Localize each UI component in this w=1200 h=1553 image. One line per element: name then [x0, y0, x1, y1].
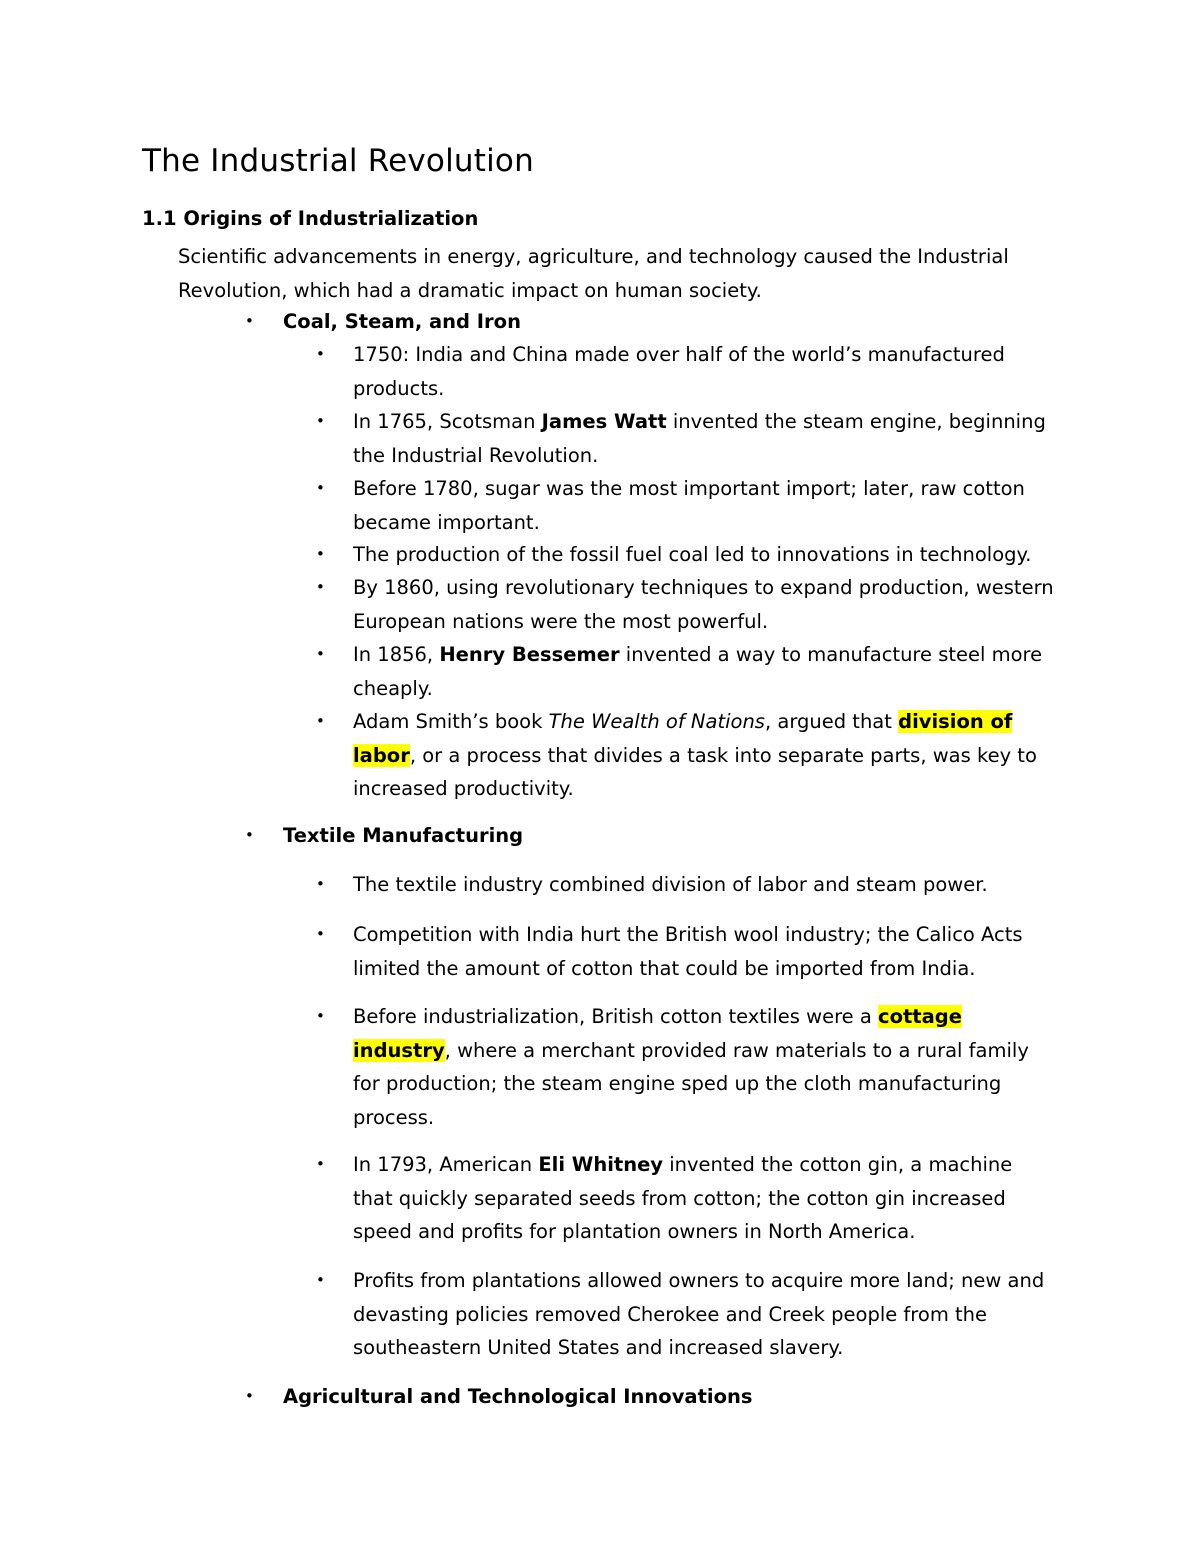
bullet-glyph: •: [245, 1387, 254, 1405]
bullet-glyph: •: [245, 826, 254, 844]
list-item: [353, 638, 1058, 705]
topic-heading-agricultural: Agricultural and Technological Innovations: [283, 1385, 753, 1408]
list-item: [353, 705, 1058, 806]
book-title: The Wealth of Nations: [548, 710, 765, 733]
item-text: , where a merchant provided raw materials to a rural family for production; the steam engine sped up the cloth manufacturing process.: [353, 1038, 1029, 1129]
item-text: invented the cotton gin, a machine that quickly separated seeds from cotton; the cotton gin increased speed and profits for plantation owners in North America.: [353, 1153, 1013, 1243]
item-text: Before 1780, sugar was the most important import; later, raw cotton became important.: [353, 477, 1025, 534]
highlighted-term: cottage industry: [353, 1005, 962, 1062]
bullet-glyph: •: [316, 1007, 325, 1025]
document-title: The Industrial Revolution: [142, 143, 534, 179]
key-person: Henry Bessemer: [439, 643, 620, 666]
bullet-glyph: •: [316, 1271, 325, 1289]
item-text: 1750: India and China made over half of the world’s manufactured products.: [353, 343, 1005, 400]
bullet-glyph: •: [316, 345, 325, 363]
item-text: invented the steam engine, beginning the Industrial Revolution.: [353, 410, 1046, 467]
topic-heading-textile: Textile Manufacturing: [283, 824, 524, 847]
bullet-glyph: •: [316, 925, 325, 943]
list-item: [353, 1148, 1058, 1249]
bullet-glyph: •: [316, 645, 325, 663]
bullet-glyph: •: [316, 875, 325, 893]
list-item: [353, 538, 1058, 572]
item-text: Competition with India hurt the British wool industry; the Calico Acts limited the amount of cotton that could be imported from India.: [353, 923, 1023, 980]
item-text: The production of the fossil fuel coal led to innovations in technology.: [353, 543, 1032, 566]
item-text: In 1793, American: [353, 1153, 539, 1176]
section-heading: 1.1 Origins of Industrialization: [142, 207, 479, 230]
key-person: Eli Whitney: [538, 1153, 664, 1176]
item-text: In 1856,: [353, 643, 440, 666]
list-item: [353, 571, 1058, 638]
list-item: [353, 1000, 1058, 1134]
key-person: James Watt: [541, 410, 667, 433]
bullet-glyph: •: [316, 412, 325, 430]
bullet-glyph: •: [316, 545, 325, 563]
list-item: [353, 1264, 1058, 1365]
bullet-glyph: •: [245, 312, 254, 330]
list-item: [353, 918, 1058, 985]
list-item: [353, 405, 1058, 472]
item-text: , argued that: [764, 710, 899, 733]
item-text: The textile industry combined division of labor and steam power.: [353, 873, 988, 896]
item-text: , or a process that divides a task into separate parts, was key to increased productivity.: [353, 743, 1037, 800]
item-text: Adam Smith’s book: [353, 710, 549, 733]
item-text: By 1860, using revolutionary techniques to expand production, western European nations were the most powerful.: [353, 576, 1054, 633]
list-item: [353, 868, 1058, 902]
section-intro: Scientific advancements in energy, agriculture, and technology caused the Industrial Revolution, which had a dramatic impact on human society.: [178, 245, 1009, 302]
item-text: In 1765, Scotsman: [353, 410, 542, 433]
bullet-glyph: •: [316, 479, 325, 497]
item-text: Profits from plantations allowed owners to acquire more land; new and devasting policies removed Cherokee and Creek people from the southeastern United States and increased slavery.: [353, 1269, 1045, 1359]
list-item: [353, 338, 1058, 405]
item-text: invented a way to manufacture steel more cheaply.: [353, 643, 1043, 700]
bullet-glyph: •: [316, 578, 325, 596]
topic-heading-coal-steam-iron: Coal, Steam, and Iron: [283, 310, 521, 333]
bullet-glyph: •: [316, 1155, 325, 1173]
item-text: Before industrialization, British cotton textiles were a: [353, 1005, 879, 1028]
highlighted-term: division of labor: [353, 710, 1013, 767]
list-item: [353, 472, 1058, 539]
bullet-glyph: •: [316, 712, 325, 730]
